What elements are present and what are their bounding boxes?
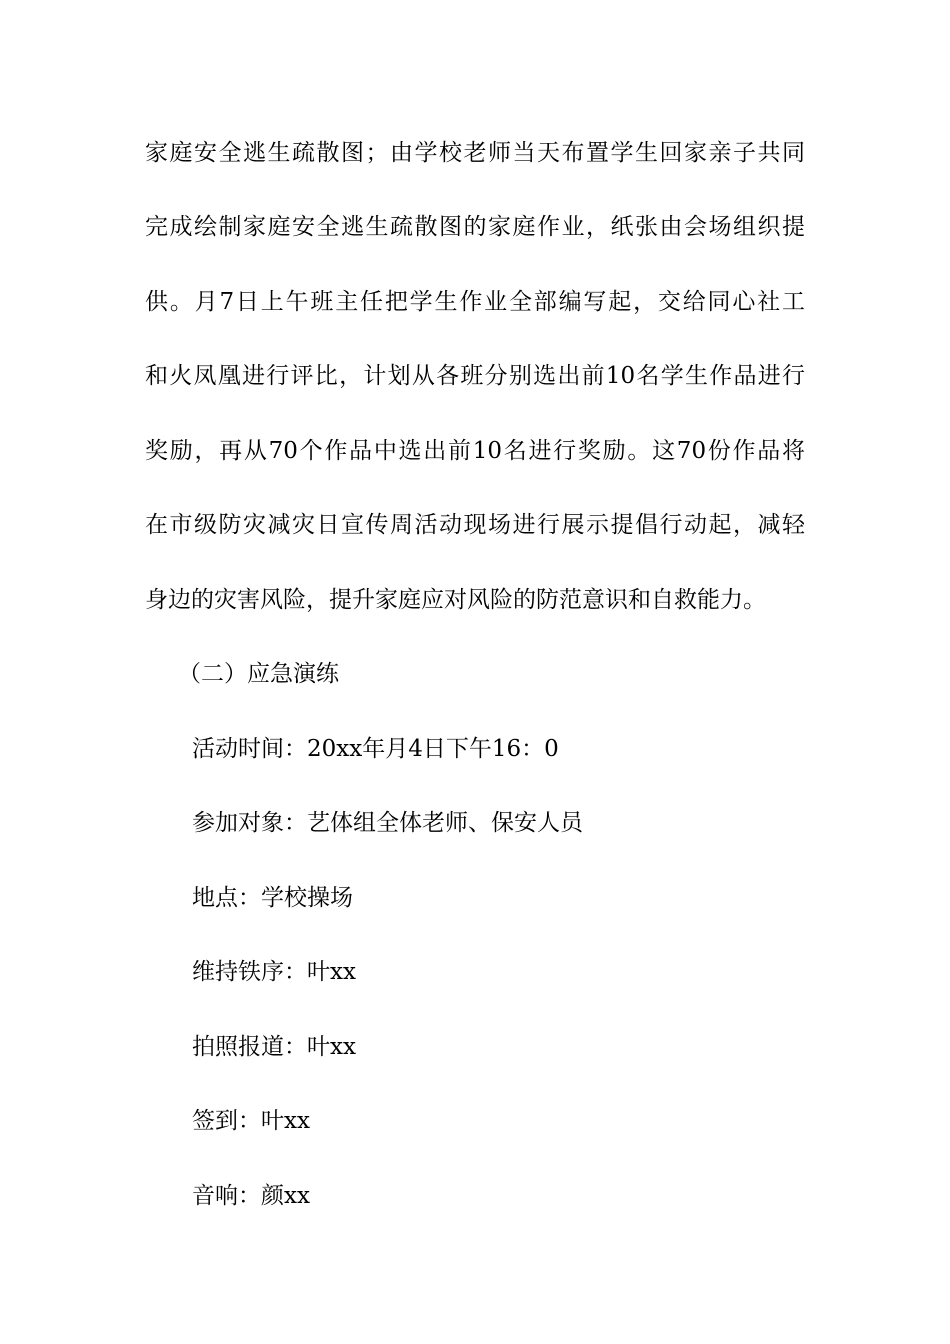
paragraph-line: 完成绘制家庭安全逃生疏散图的家庭作业，纸张由会场组织提 — [145, 214, 805, 240]
participants: 参加对象：艺体组全体老师、保安人员 — [192, 810, 583, 836]
order-keeper: 维持铁序：叶xx — [192, 959, 356, 985]
activity-time: 活动时间：20xx年月4日下午16：0 — [192, 736, 559, 762]
location: 地点：学校操场 — [192, 885, 353, 911]
audio: 音响：颜xx — [192, 1183, 310, 1209]
paragraph-line: 家庭安全逃生疏散图；由学校老师当天布置学生回家亲子共同 — [145, 140, 805, 166]
section-heading: （二）应急演练 — [178, 661, 339, 687]
paragraph-line: 供。月7日上午班主任把学生作业全部编写起，交给同心社工 — [145, 289, 805, 315]
paragraph-line: 和火凤凰进行评比，计划从各班分别选出前10名学生作品进行 — [145, 363, 805, 389]
sign-in: 签到：叶xx — [192, 1108, 310, 1134]
photo-report: 拍照报道：叶xx — [192, 1034, 356, 1060]
paragraph-line: 身边的灾害风险，提升家庭应对风险的防范意识和自救能力。 — [145, 587, 766, 613]
paragraph-line: 奖励，再从70个作品中选出前10名进行奖励。这70份作品将 — [145, 438, 805, 464]
paragraph-line: 在市级防灾减灾日宣传周活动现场进行展示提倡行动起，减轻 — [145, 512, 805, 538]
